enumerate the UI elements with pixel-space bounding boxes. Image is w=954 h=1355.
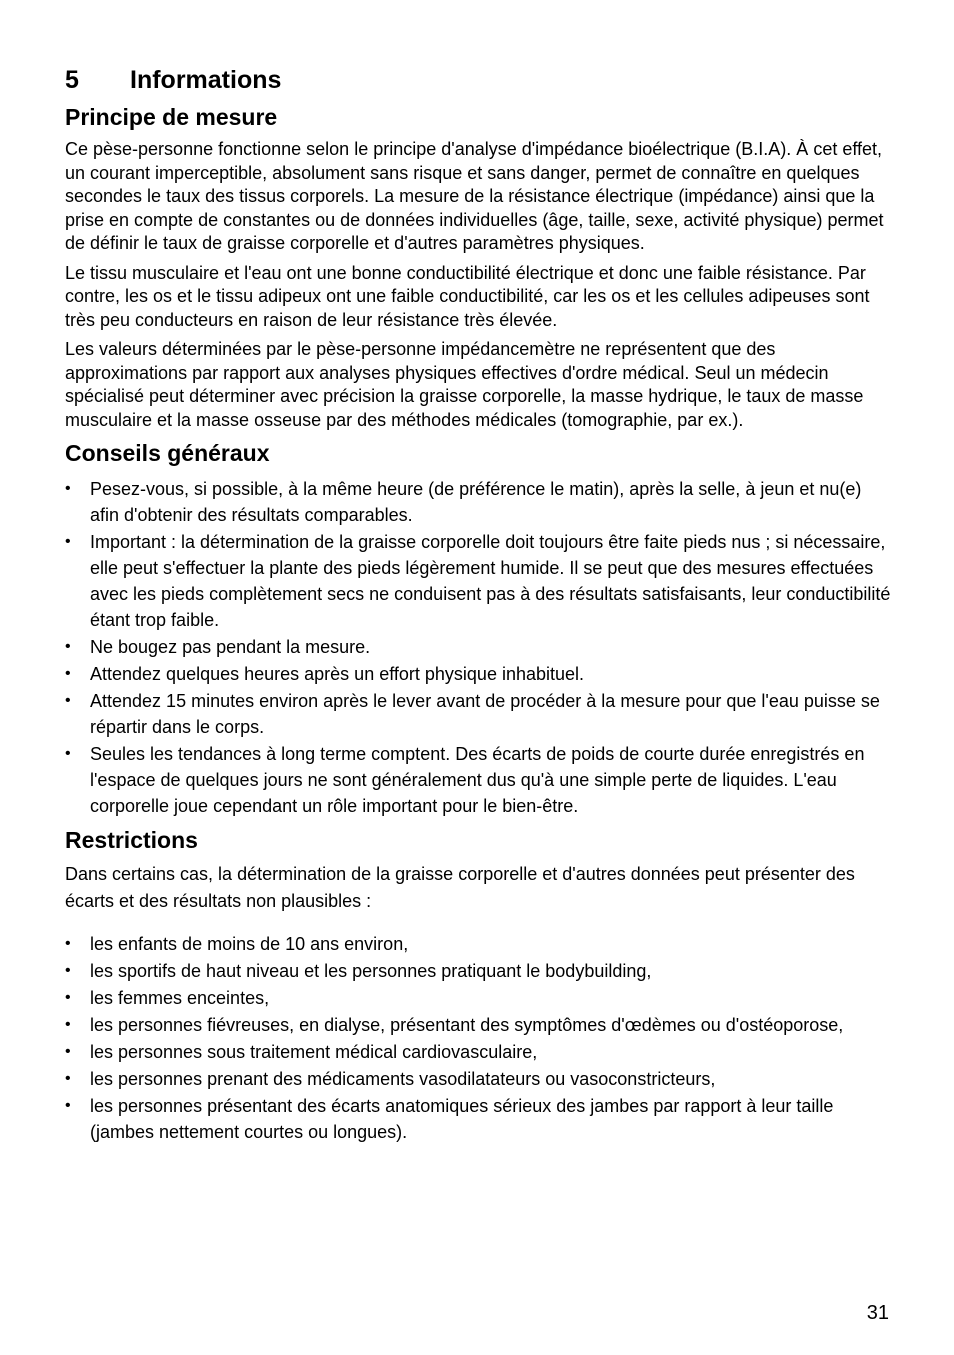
section-conseils: [65, 438, 891, 819]
list-item: • Pesez-vous, si possible, à la même heure (de préférence le matin), après la selle, à jeun et nu(e) afin d'obtenir des résultats comparables.: [65, 476, 891, 528]
list-item: • les enfants de moins de 10 ans environ,: [65, 931, 891, 957]
chapter-number: 5: [65, 66, 79, 94]
section-principe: [65, 102, 891, 432]
paragraph: Les valeurs déterminées par le pèse-personne impédancemètre ne représentent que des approximations par rapport aux analyses physiques effectives d'ordre médical. Seul un médecin spécialisé peut déterminer avec précision la graisse corporelle, la masse hydrique, le taux de masse musculaire et la masse osseuse par des méthodes médicales (tomographie, par ex.).: [65, 339, 864, 430]
paragraph: Le tissu musculaire et l'eau ont une bonne conductibilité électrique et donc une faible résistance. Par contre, les os et le tissu adipeux ont une faible conductibilité, car les os et les cellules adipeuses sont très peu conducteurs en raison de leur résistance très élevée.: [65, 262, 870, 330]
list-item: • les sportifs de haut niveau et les personnes pratiquant le bodybuilding,: [65, 958, 891, 984]
list-item: • les personnes présentant des écarts anatomiques sérieux des jambes par rapport à leur taille (jambes nettement courtes ou longues).: [65, 1093, 891, 1145]
chapter-heading: Informations: [130, 66, 282, 94]
list-item: • Attendez 15 minutes environ après le lever avant de procéder à la mesure pour que l'eau puisse se répartir dans le corps.: [65, 688, 891, 740]
list-item: • Seules les tendances à long terme comptent. Des écarts de poids de courte durée enregistrés en l'espace de quelques jours ne sont généralement dus qu'à une simple perte de liquides. L'eau corporelle joue cependant un rôle important pour le bien-être.: [65, 741, 891, 819]
section-heading: Principe de mesure: [65, 104, 278, 130]
chapter-title: [65, 64, 891, 96]
list-item: • les personnes sous traitement médical cardiovasculaire,: [65, 1039, 891, 1065]
list-item: • les personnes prenant des médicaments vasodilatateurs ou vasoconstricteurs,: [65, 1066, 891, 1092]
bullet-list: [65, 476, 891, 819]
section-heading: Conseils généraux: [65, 440, 270, 466]
list-item: • Important : la détermination de la graisse corporelle doit toujours être faite pieds nus ; si nécessaire, elle peut s'effectuer la plante des pieds légèrement humide. Il se peut que des mesures effectuées avec les pieds complètement secs ne conduisent pas à des résultats satisfaisants, leur conductibilité étant trop faible.: [65, 529, 891, 633]
section-restrictions: [65, 825, 891, 1145]
paragraph: Ce pèse-personne fonctionne selon le principe d'analyse d'impédance bioélectrique (B.I.A). À cet effet, un courant imperceptible, absolument sans risque et sans danger, permet de connaître en quelques secondes le taux des tissus corporels. La mesure de la résistance électrique (impédance) ainsi que la prise en compte de constantes ou de données individuelles (âge, taille, sexe, activité physique) permet de définir le taux de graisse corporelle et d'autres paramètres physiques.: [65, 139, 884, 253]
section-heading: Restrictions: [65, 827, 198, 853]
bullet-list: [65, 931, 891, 1145]
list-item: • Attendez quelques heures après un effort physique inhabituel.: [65, 661, 891, 687]
list-item: • Ne bougez pas pendant la mesure.: [65, 634, 891, 660]
list-item: • les femmes enceintes,: [65, 985, 891, 1011]
paragraph: Dans certains cas, la détermination de la graisse corporelle et d'autres données peut présenter des écarts et des résultats non plausibles :: [65, 864, 855, 911]
page-number: 31: [866, 1302, 889, 1324]
page-content: [65, 64, 891, 1146]
list-item: • les personnes fiévreuses, en dialyse, présentant des symptômes d'œdèmes ou d'ostéoporose,: [65, 1012, 891, 1038]
